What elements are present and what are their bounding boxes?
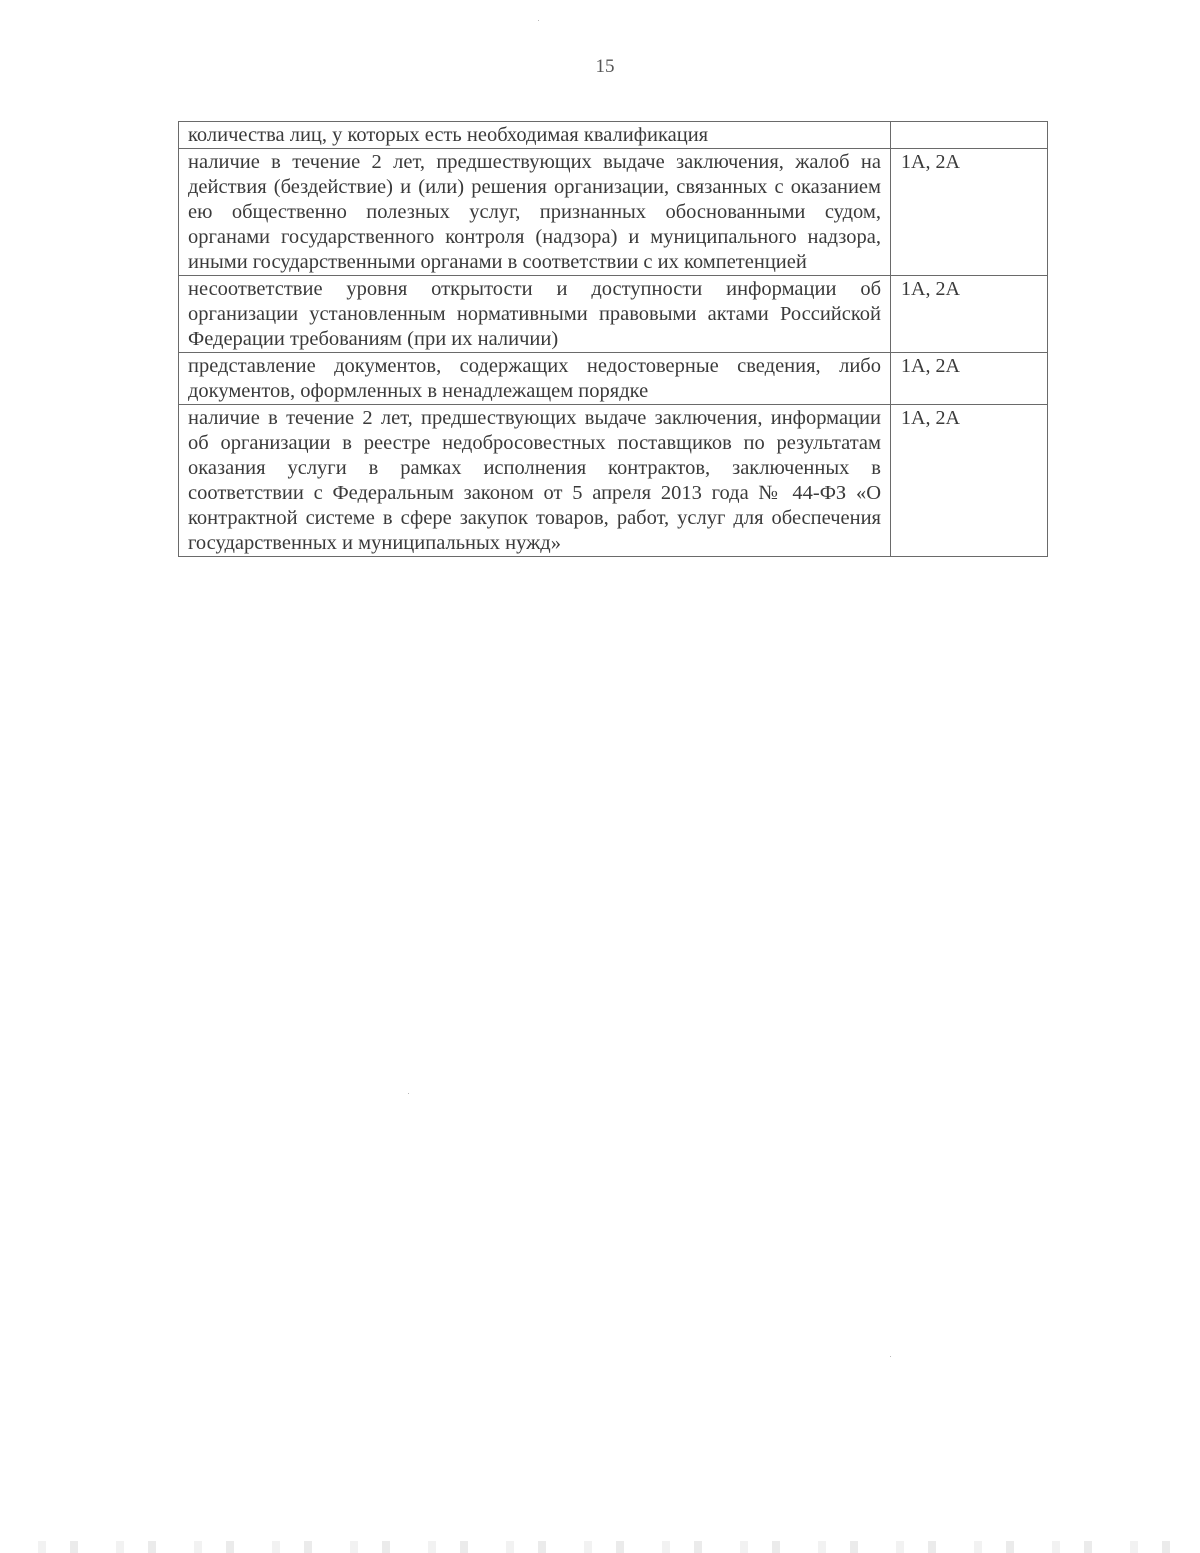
table-row xyxy=(179,276,1048,353)
criterion-description: несоответствие уровня открытости и доступности информации об организации установленным нормативными правовыми актами Российской Федерации требованиям (при их наличии) xyxy=(179,276,891,353)
page-number: 15 xyxy=(595,56,615,77)
scan-bottom-edge xyxy=(0,1541,1200,1553)
criteria-table xyxy=(178,121,1048,557)
criterion-description: наличие в течение 2 лет, предшествующих выдаче заключения, жалоб на действия (бездействие) и (или) решения организации, связанных с оказанием ею общественно полезных услуг, признанных обоснованными судом, органами государственного контроля (надзора) и муниципального надзора, иными государственными органами в соответствии с их компетенцией xyxy=(179,149,891,276)
criterion-codes xyxy=(891,122,1048,149)
criterion-codes: 1А, 2А xyxy=(891,276,1048,353)
table-row xyxy=(179,405,1048,557)
criterion-codes: 1А, 2А xyxy=(891,405,1048,557)
scan-speck xyxy=(538,20,539,21)
table-row xyxy=(179,122,1048,149)
criterion-description: наличие в течение 2 лет, предшествующих выдаче заключения, информации об организации в реестре недобросовестных поставщиков по результатам оказания услуги в рамках исполнения контрактов, заключенных в соответствии с Федеральным законом от 5 апреля 2013 года № 44-ФЗ «О контрактной системе в сфере закупок товаров, работ, услуг для обеспечения государственных и муниципальных нужд» xyxy=(179,405,891,557)
table-row xyxy=(179,353,1048,405)
scan-speck xyxy=(890,1356,891,1357)
criterion-codes: 1А, 2А xyxy=(891,353,1048,405)
criterion-codes: 1А, 2А xyxy=(891,149,1048,276)
table-row xyxy=(179,149,1048,276)
scan-speck xyxy=(408,1093,409,1094)
criterion-description: количества лиц, у которых есть необходимая квалификация xyxy=(179,122,891,149)
criterion-description: представление документов, содержащих недостоверные сведения, либо документов, оформленных в ненадлежащем порядке xyxy=(179,353,891,405)
